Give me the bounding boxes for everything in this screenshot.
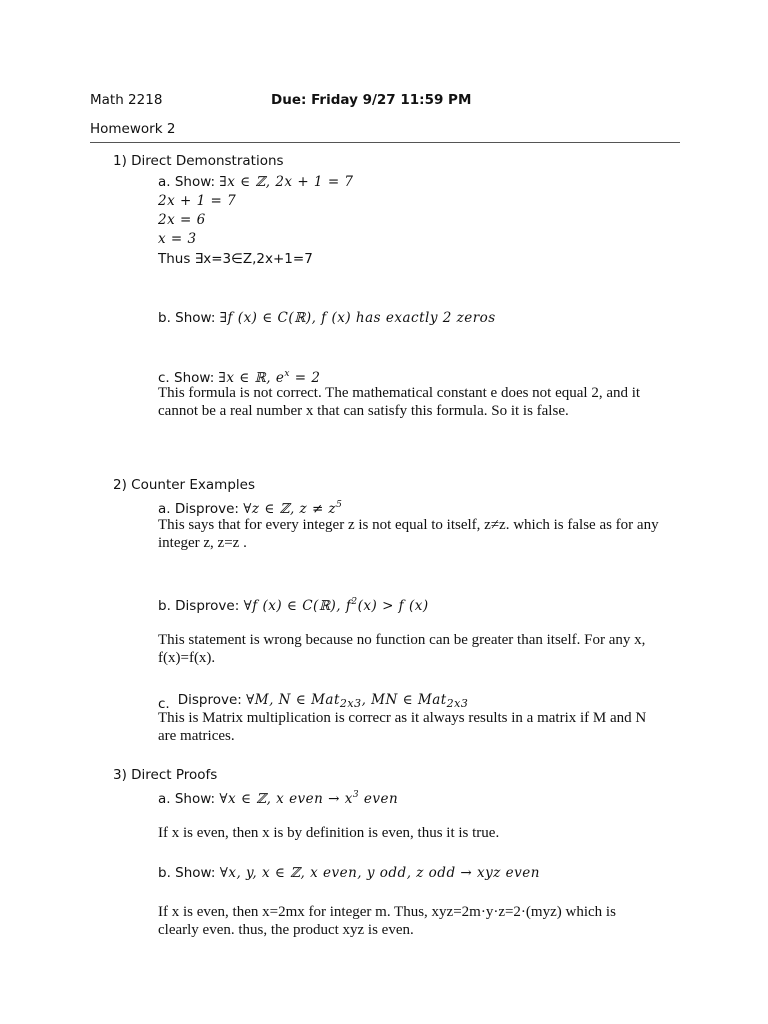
problem-1a-work-line: x = 3: [158, 231, 197, 247]
problem-2c-label: c.: [158, 696, 170, 712]
header-rule: [90, 142, 680, 143]
problem-1c-answer: This formula is not correct. The mathematical constant e does not equal 2, and it cannot be a real number x that can satisfy this formula. So it is false.: [158, 385, 641, 419]
problem-3a-statement: ∀x ∈ ℤ, x even → $x^3$ even: [219, 790, 399, 807]
section-3-title: 3) Direct Proofs: [113, 767, 218, 783]
problem-1c-statement: ∃x ∈ ℝ, $e^x = 2$: [218, 369, 321, 386]
problem-1b-label: b. Show:: [158, 310, 220, 326]
problem-3a: [158, 786, 398, 809]
problem-2c-label-text: Disprove:: [177, 692, 247, 708]
course-name: Math 2218: [90, 92, 163, 108]
problem-2c-statement: ∀M, N ∈ Mat$_{2x3}$, MN ∈ Mat$_{2x3}$: [246, 692, 469, 710]
problem-3b-statement: ∀x, y, x ∈ ℤ, x even, y odd, z odd → xyz even: [219, 865, 540, 881]
problem-1a-statement: ∃x ∈ ℤ, 2x + 1 = 7: [219, 174, 354, 190]
problem-2a-label: a. Disprove:: [158, 501, 244, 517]
problem-2b: [158, 593, 429, 616]
problem-2c-answer: This is Matrix multiplication is correcr as it always results in a matrix if M and N are matrices.: [158, 710, 647, 744]
section-1-title: 1) Direct Demonstrations: [113, 153, 284, 169]
homework-title: Homework 2: [90, 121, 176, 137]
problem-1c-label: c. Show:: [158, 370, 219, 386]
problem-3a-answer: If x is even, then x is by definition is even, thus it is true.: [158, 825, 500, 841]
section-2-title: 2) Counter Examples: [113, 477, 255, 493]
problem-3b-label: b. Show:: [158, 865, 220, 881]
due-date: Due: Friday 9/27 11:59 PM: [271, 92, 472, 108]
problem-3a-label: a. Show:: [158, 791, 220, 807]
problem-1a-label: a. Show:: [158, 174, 220, 190]
problem-2b-answer: This statement is wrong because no function can be greater than itself. For any x, f(x)=f(x).: [158, 632, 646, 666]
problem-2a-statement: ∀z ∈ ℤ, $z \ne z^5$: [243, 500, 343, 517]
problem-1b-statement: ∃f (x) ∈ C(ℝ), f (x) has exactly 2 zeros: [219, 310, 496, 326]
problem-2a: [158, 496, 342, 519]
problem-2b-statement: ∀f (x) ∈ C(ℝ), $f^2(x) > f$ (x): [243, 597, 429, 614]
problem-3b-answer: If x is even, then x=2mx for integer m. Thus, xyz=2m·y·z=2·(myz) which is clearly even. thus, the product xyz is even.: [158, 904, 616, 938]
problem-1a-work-line: 2x + 1 = 7: [158, 193, 237, 209]
problem-1a-work-line: 2x = 6: [158, 212, 206, 228]
problem-2a-answer: This says that for every integer z is not equal to itself, z≠z. which is false as for any integer z, z=z .: [158, 517, 659, 551]
problem-3b: [158, 863, 540, 883]
problem-1b: [158, 308, 496, 328]
problem-1a: [158, 172, 354, 192]
problem-2b-label: b. Disprove:: [158, 598, 244, 614]
problem-1a-conclusion: Thus ∃x=3∈Z,2x+1=7: [158, 251, 313, 267]
